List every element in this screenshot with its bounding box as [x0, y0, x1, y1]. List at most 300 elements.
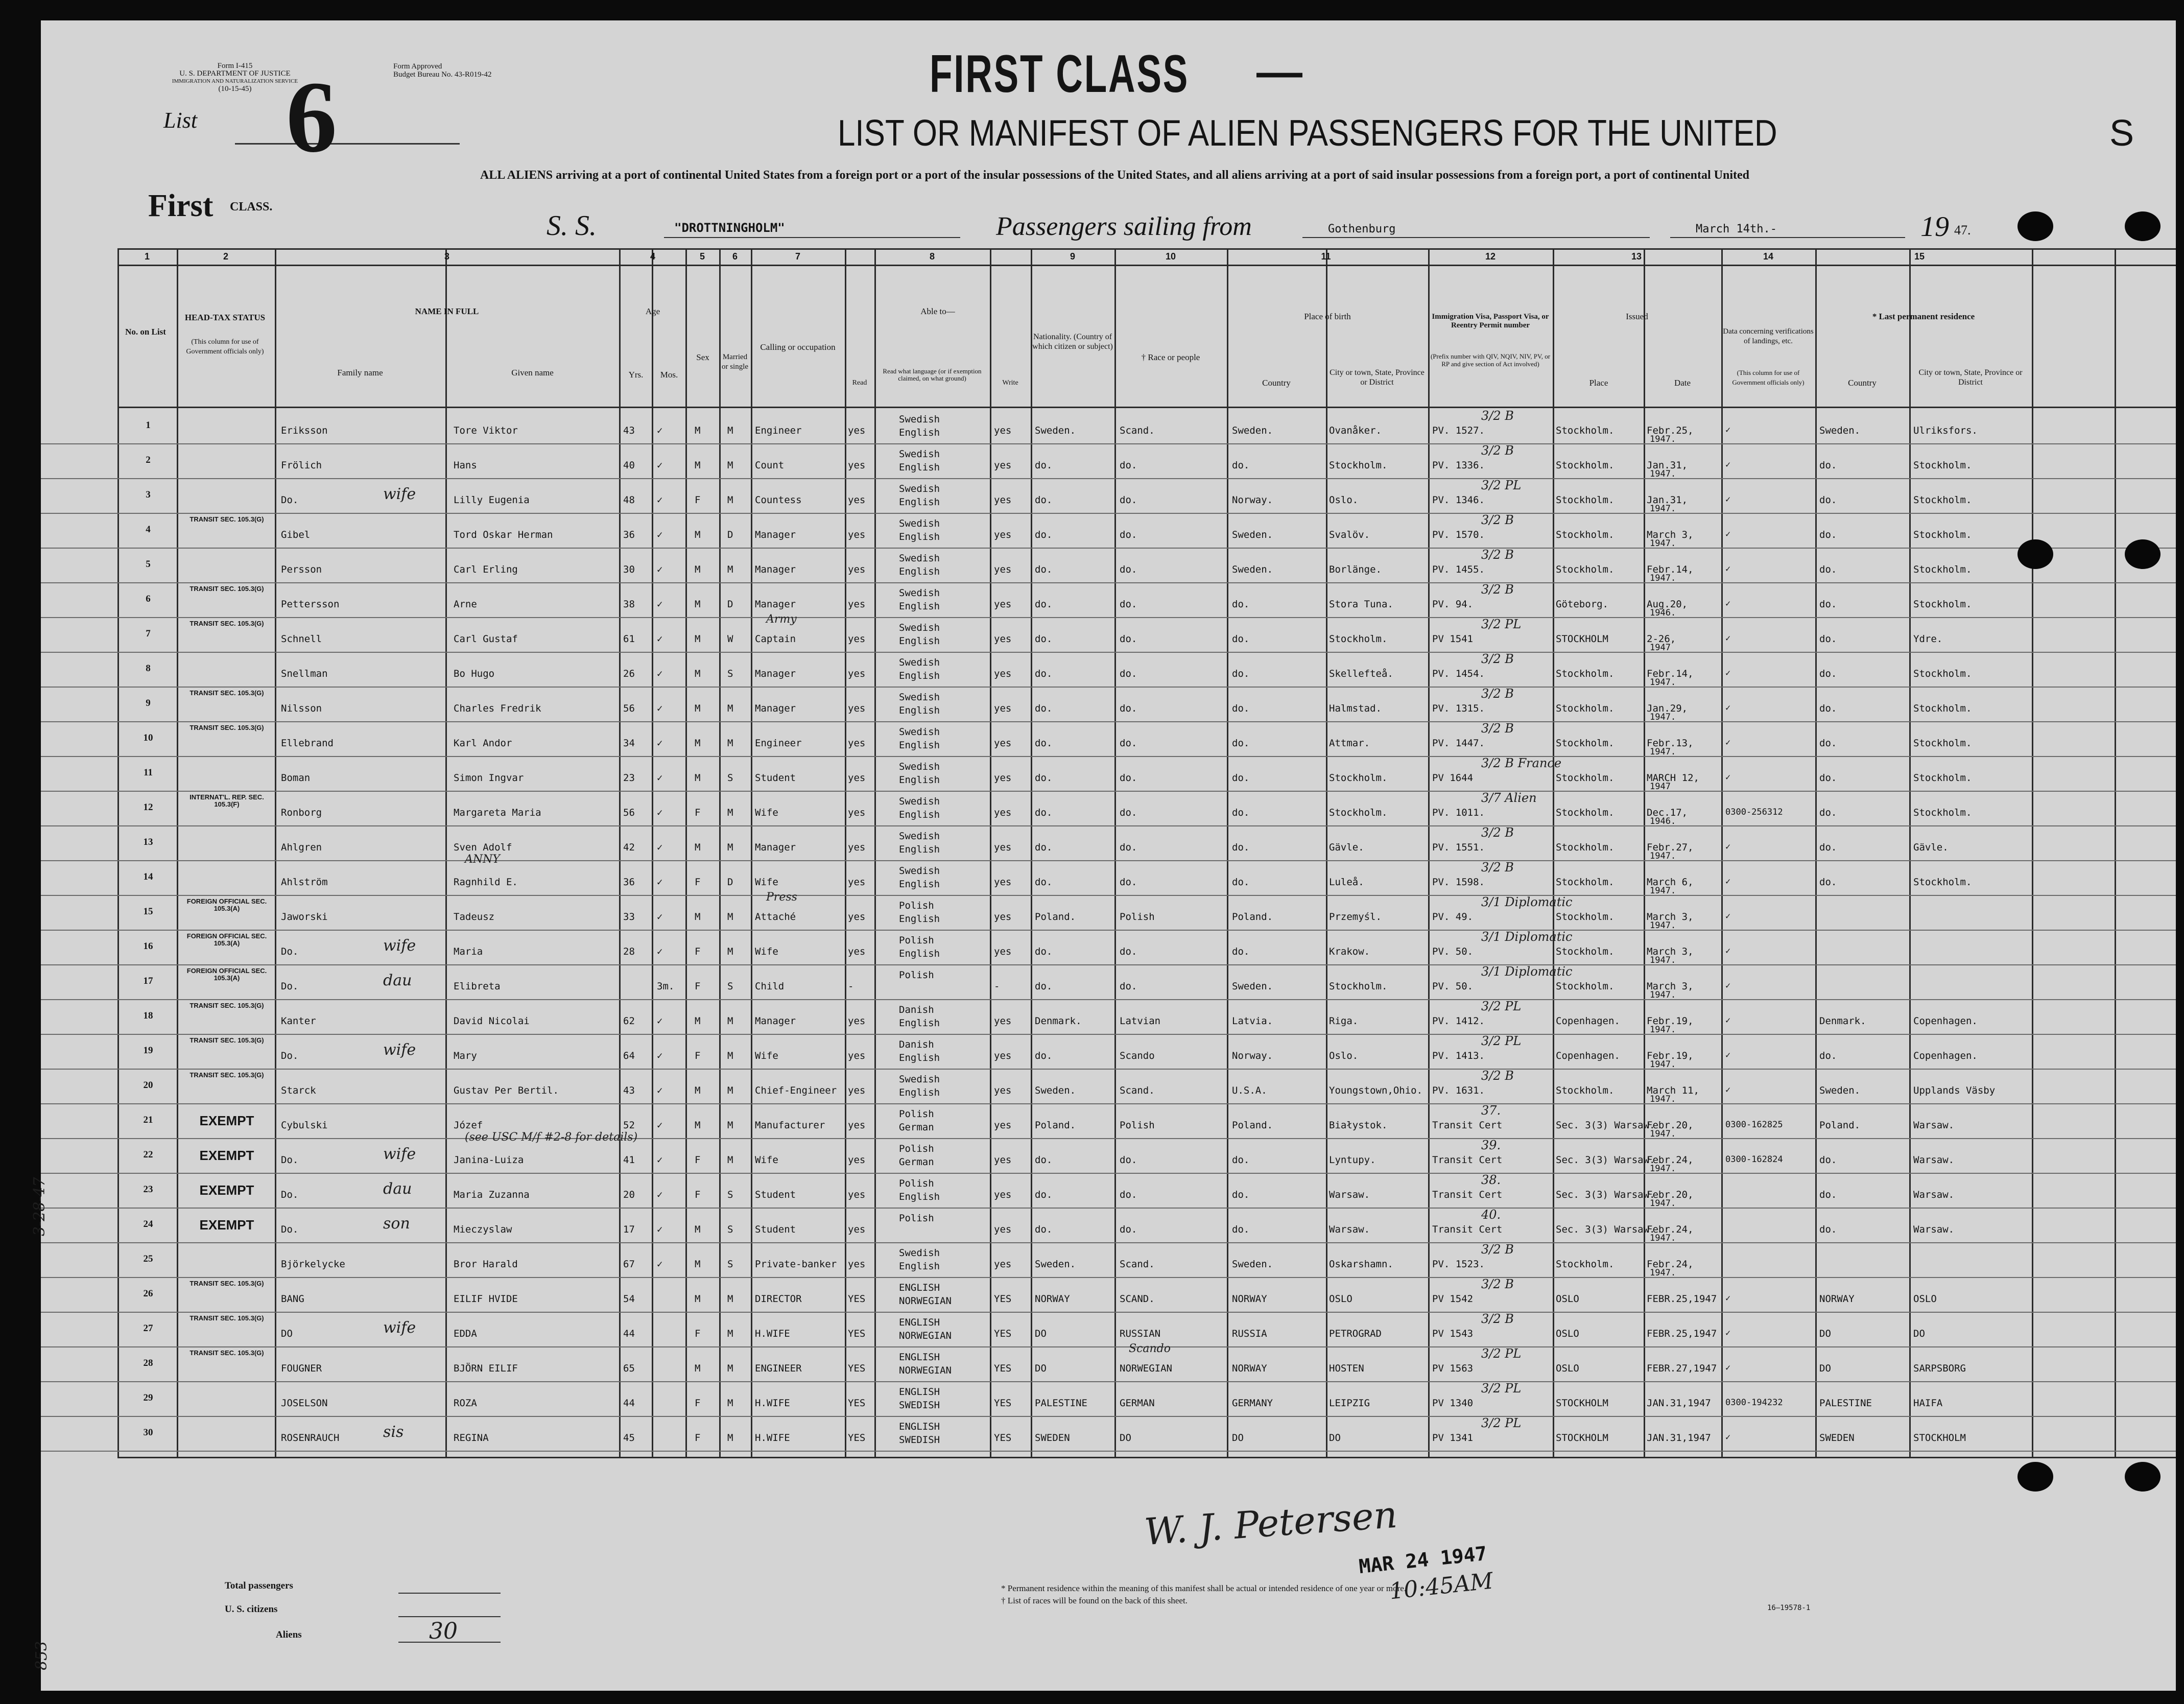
- residence-country: SWEDEN: [1819, 1432, 1855, 1443]
- race: do.: [1120, 633, 1137, 645]
- table-row: [41, 1242, 2176, 1278]
- given-name: Ragnhild E.: [454, 877, 518, 888]
- row-number: 30: [143, 1427, 153, 1438]
- marital-status: M: [727, 425, 733, 436]
- sex: M: [695, 842, 701, 853]
- age-months: ✓: [657, 529, 663, 540]
- age-years: 54: [623, 1293, 635, 1305]
- family-name: Jaworski: [281, 911, 328, 922]
- can-read: yes: [848, 494, 866, 506]
- race: do.: [1120, 877, 1137, 888]
- family-name: Do.: [281, 494, 299, 506]
- age-years: 40: [623, 460, 635, 471]
- birth-country: NORWAY: [1232, 1293, 1267, 1305]
- birth-city: Warsaw.: [1329, 1189, 1370, 1200]
- occupation: Engineer: [755, 738, 802, 749]
- can-write: yes: [994, 703, 1012, 714]
- class-label: First: [148, 188, 213, 223]
- language-2: English: [899, 948, 940, 959]
- hdr-family-name: Family name: [337, 368, 383, 377]
- can-read: yes: [848, 529, 866, 540]
- marital-status: M: [727, 1085, 733, 1096]
- issue-place: Stockholm.: [1556, 1259, 1615, 1270]
- column-number: 11: [1321, 251, 1331, 262]
- residence-city: DO: [1913, 1328, 1925, 1339]
- issue-place: Stockholm.: [1556, 668, 1615, 679]
- column-number: 1: [144, 251, 150, 262]
- language-1: Swedish: [899, 1247, 940, 1259]
- landing-data: ✓: [1725, 494, 1731, 505]
- birth-city: Skellefteå.: [1329, 668, 1393, 679]
- table-row: [41, 853, 2176, 896]
- residence-city: Stockholm.: [1913, 703, 1972, 714]
- column-number: 3: [444, 251, 449, 262]
- issue-place: OSLO: [1556, 1293, 1579, 1305]
- row-number: 3: [146, 489, 151, 500]
- issue-date: FEBR.25,1947: [1647, 1328, 1717, 1339]
- age-years: 62: [623, 1015, 635, 1027]
- hdr-sex: Sex: [696, 352, 709, 362]
- footer-total-label: Total passengers: [225, 1580, 293, 1591]
- visa-number: PV. 1011.: [1432, 807, 1485, 818]
- handwritten-note: (see USC M/f #2-8 for details): [465, 1131, 638, 1144]
- relation-annotation: dau: [383, 1180, 412, 1198]
- issue-year: 1947.: [1650, 1198, 1676, 1209]
- nationality: do.: [1035, 599, 1053, 610]
- issue-year: 1947.: [1650, 1233, 1676, 1243]
- occupation: Wife: [755, 1050, 778, 1061]
- can-read: yes: [848, 1120, 866, 1131]
- race: do.: [1120, 738, 1137, 749]
- form-date: (10-15-45): [218, 85, 252, 93]
- given-name: Maria: [454, 946, 483, 957]
- residence-city: Stockholm.: [1913, 772, 1972, 784]
- visa-annotation: 3/2 B: [1481, 721, 1514, 736]
- column-number: 12: [1485, 251, 1496, 262]
- given-name: Hans: [454, 460, 477, 471]
- language-2: English: [899, 427, 940, 438]
- visa-annotation: 3/2 PL: [1481, 999, 1522, 1013]
- relation-annotation: wife: [383, 1041, 416, 1059]
- marital-status: S: [727, 772, 733, 784]
- hdr-nationality: Nationality. (Country of which citizen or subject): [1032, 333, 1113, 351]
- language-2: NORWEGIAN: [899, 1330, 952, 1341]
- occupation: Count: [755, 460, 785, 471]
- given-name: Józef: [454, 1120, 483, 1131]
- family-name: Eriksson: [281, 425, 328, 436]
- age-months: 3m.: [657, 981, 675, 992]
- age-years: 36: [623, 529, 635, 540]
- hdr-no-on-list: No. on List: [125, 327, 166, 337]
- given-name: Bo Hugo: [454, 668, 495, 679]
- occupation: H.WIFE: [755, 1328, 790, 1339]
- occupation: H.WIFE: [755, 1432, 790, 1443]
- inspector-signature: W. J. Petersen: [1143, 1493, 1399, 1554]
- residence-country: do.: [1819, 599, 1837, 610]
- marital-status: S: [727, 1189, 733, 1200]
- relation-annotation: wife: [383, 1145, 416, 1163]
- birth-country: do.: [1232, 738, 1250, 749]
- residence-city: SARPSBORG: [1913, 1363, 1966, 1374]
- residence-city: Stockholm.: [1913, 668, 1972, 679]
- birth-country: Norway.: [1232, 494, 1273, 506]
- sex: F: [695, 981, 701, 992]
- row-number: 25: [143, 1253, 153, 1264]
- hdr-place-of-birth: Place of birth: [1304, 312, 1351, 321]
- issue-year: 1947.: [1650, 469, 1676, 479]
- hdr-able-to: Able to—: [920, 306, 955, 316]
- marital-status: D: [727, 599, 733, 610]
- ship-underline: [664, 237, 960, 238]
- column-number: 10: [1165, 251, 1176, 262]
- age-months: ✓: [657, 1224, 663, 1235]
- age-years: 56: [623, 807, 635, 818]
- head-tax-stamp: EXEMPT: [199, 1182, 254, 1198]
- visa-annotation: 38.: [1481, 1173, 1501, 1187]
- visa-annotation: 3/2 B: [1481, 1277, 1514, 1291]
- residence-country: do.: [1819, 1189, 1837, 1200]
- sex: F: [695, 1432, 701, 1443]
- language-2: German: [899, 1122, 934, 1133]
- can-read: yes: [848, 807, 866, 818]
- landing-data: ✓: [1725, 599, 1731, 609]
- birth-city: OSLO: [1329, 1293, 1352, 1305]
- head-tax-stamp: TRANSIT SEC. 105.3(G): [189, 1280, 264, 1287]
- language-2: English: [899, 462, 940, 473]
- family-name: Do.: [281, 1050, 299, 1061]
- sex: F: [695, 1398, 701, 1409]
- sex: F: [695, 946, 701, 957]
- sex: M: [695, 911, 701, 922]
- residence-city: Ydre.: [1913, 633, 1943, 645]
- row-number: 29: [143, 1392, 153, 1403]
- year-prefix: 19: [1920, 211, 1949, 243]
- family-name: Ahlström: [281, 877, 328, 888]
- visa-annotation: 37.: [1481, 1103, 1501, 1118]
- column-number: 14: [1763, 251, 1774, 262]
- language-1: ENGLISH: [899, 1352, 940, 1363]
- landing-data: ✓: [1725, 425, 1731, 435]
- given-name: Tord Oskar Herman: [454, 529, 553, 540]
- footer-line: [398, 1616, 501, 1617]
- issue-place: Göteborg.: [1556, 599, 1608, 610]
- header-bottom-rule: [117, 407, 2176, 408]
- can-read: yes: [848, 460, 866, 471]
- visa-number: PV. 50.: [1432, 946, 1474, 957]
- birth-city: Lyntupy.: [1329, 1154, 1376, 1166]
- residence-country: do.: [1819, 1050, 1837, 1061]
- visa-annotation: 3/1 Diplomatic: [1481, 930, 1573, 944]
- occupation: ENGINEER: [755, 1363, 802, 1374]
- age-months: ✓: [657, 738, 663, 749]
- issue-year: 1947.: [1650, 712, 1676, 722]
- language-1: Swedish: [899, 553, 940, 564]
- landing-data: ✓: [1725, 564, 1731, 574]
- hdr-head-tax-note: (This column for use of Government officials only): [186, 338, 264, 356]
- residence-country: DO: [1819, 1363, 1831, 1374]
- can-write: YES: [994, 1293, 1012, 1305]
- issue-date: 2-26,: [1647, 633, 1676, 645]
- nationality: DO: [1035, 1328, 1047, 1339]
- sex: M: [695, 1085, 701, 1096]
- visa-number: PV. 1523.: [1432, 1259, 1485, 1270]
- visa-number: PV. 1570.: [1432, 529, 1485, 540]
- visa-number: PV. 1413.: [1432, 1050, 1485, 1061]
- landing-data: ✓: [1725, 738, 1731, 748]
- occupation: Captain: [755, 633, 796, 645]
- sex: M: [695, 1224, 701, 1235]
- marital-status: M: [727, 1328, 733, 1339]
- residence-country: Poland.: [1819, 1120, 1861, 1131]
- given-name: Tadeusz: [454, 911, 495, 922]
- row-number: 28: [143, 1358, 153, 1368]
- age-years: 23: [623, 772, 635, 784]
- age-months: ✓: [657, 911, 663, 922]
- head-tax-stamp: INTERNAT'L. REP. SEC. 105.3(F): [189, 793, 264, 808]
- row-number: 26: [143, 1288, 153, 1299]
- race: do.: [1120, 842, 1137, 853]
- residence-country: do.: [1819, 668, 1837, 679]
- birth-country: Sweden.: [1232, 981, 1273, 992]
- visa-annotation: 3/2 B: [1481, 825, 1514, 840]
- head-tax-stamp: TRANSIT SEC. 105.3(G): [189, 1314, 264, 1322]
- issue-year: 1947.: [1650, 1129, 1676, 1139]
- can-read: YES: [848, 1398, 866, 1409]
- family-name: Do.: [281, 946, 299, 957]
- given-name: Mary: [454, 1050, 477, 1061]
- binder-hole: [2017, 211, 2053, 241]
- residence-city: Stockholm.: [1913, 877, 1972, 888]
- nationality: do.: [1035, 946, 1053, 957]
- relation-annotation: wife: [383, 937, 416, 955]
- issue-date: MARCH 12,: [1647, 772, 1699, 784]
- given-name: Sven Adolf: [454, 842, 512, 853]
- nationality: Sweden.: [1035, 1085, 1076, 1096]
- birth-city: Riga.: [1329, 1015, 1359, 1027]
- relation-annotation: sis: [383, 1423, 404, 1441]
- race: do.: [1120, 599, 1137, 610]
- landing-data: ✓: [1725, 1363, 1731, 1373]
- visa-number: PV. 49.: [1432, 911, 1474, 922]
- issue-place: Sec. 3(3) Warsaw.: [1556, 1120, 1655, 1131]
- age-months: ✓: [657, 1015, 663, 1027]
- row-number: 1: [146, 420, 151, 431]
- marital-status: M: [727, 1398, 733, 1409]
- footer-aliens-label: Aliens: [276, 1629, 302, 1640]
- race: do.: [1120, 529, 1137, 540]
- column-number: 7: [795, 251, 800, 262]
- age-years: 33: [623, 911, 635, 922]
- language-1: Polish: [899, 1178, 934, 1189]
- occupation: Student: [755, 1224, 796, 1235]
- issue-place: Stockholm.: [1556, 494, 1615, 506]
- column-number: 2: [223, 251, 228, 262]
- birth-country: Sweden.: [1232, 1259, 1273, 1270]
- row-number: 13: [143, 837, 153, 847]
- binder-hole: [2125, 211, 2161, 241]
- hdr-given-name: Given name: [511, 368, 554, 377]
- landing-data: ✓: [1725, 772, 1731, 783]
- can-read: yes: [848, 1050, 866, 1061]
- residence-city: Warsaw.: [1913, 1224, 1955, 1235]
- visa-annotation: 3/2 B: [1481, 548, 1514, 562]
- nationality: PALESTINE: [1035, 1398, 1087, 1409]
- column-number: 15: [1914, 251, 1925, 262]
- marital-status: S: [727, 1259, 733, 1270]
- stamp-dash: —: [1256, 46, 1302, 98]
- marital-status: D: [727, 877, 733, 888]
- row-number: 14: [143, 871, 153, 882]
- residence-country: Denmark.: [1819, 1015, 1866, 1027]
- age-months: ✓: [657, 1154, 663, 1166]
- can-write: YES: [994, 1398, 1012, 1409]
- nationality: NORWAY: [1035, 1293, 1070, 1305]
- language-2: English: [899, 531, 940, 542]
- birth-country: do.: [1232, 633, 1250, 645]
- marital-status: M: [727, 738, 733, 749]
- family-name: Schnell: [281, 633, 322, 645]
- row-number: 23: [143, 1184, 153, 1195]
- row-number: 11: [144, 767, 153, 778]
- can-write: yes: [994, 1085, 1012, 1096]
- occupation: H.WIFE: [755, 1398, 790, 1409]
- age-months: ✓: [657, 494, 663, 506]
- landing-data: ✓: [1725, 877, 1731, 887]
- issue-date: March 3,: [1647, 946, 1694, 957]
- visa-annotation: 3/2 PL: [1481, 478, 1522, 492]
- given-name: Lilly Eugenia: [454, 494, 530, 506]
- hdr-birth-city: City or town, State, Province or District: [1330, 368, 1425, 387]
- race: do.: [1120, 703, 1137, 714]
- visa-annotation: 3/2 B: [1481, 860, 1514, 874]
- issue-place: STOCKHOLM: [1556, 1398, 1608, 1409]
- age-months: ✓: [657, 460, 663, 471]
- visa-number: PV. 1527.: [1432, 425, 1485, 436]
- visa-number: PV 1644: [1432, 772, 1474, 784]
- head-tax-stamp: FOREIGN OFFICIAL SEC. 105.3(A): [186, 967, 267, 982]
- birth-country: do.: [1232, 842, 1250, 853]
- visa-number: PV. 1412.: [1432, 1015, 1485, 1027]
- residence-country: Sweden.: [1819, 425, 1861, 436]
- family-name: Kanter: [281, 1015, 316, 1027]
- issue-date: March 3,: [1647, 981, 1694, 992]
- birth-country: do.: [1232, 772, 1250, 784]
- age-months: ✓: [657, 1050, 663, 1061]
- table-row: [41, 1034, 2176, 1070]
- birth-country: Latvia.: [1232, 1015, 1273, 1027]
- can-write: yes: [994, 772, 1012, 784]
- departure-port: Gothenburg: [1328, 223, 1396, 235]
- nationality: do.: [1035, 529, 1053, 540]
- issue-date: Febr.27,: [1647, 842, 1694, 853]
- table-row: [41, 1173, 2176, 1209]
- landing-data: ✓: [1725, 1050, 1731, 1060]
- can-write: yes: [994, 1120, 1012, 1131]
- birth-country: Sweden.: [1232, 529, 1273, 540]
- issue-place: Stockholm.: [1556, 1085, 1615, 1096]
- can-write: yes: [994, 1189, 1012, 1200]
- age-months: ✓: [657, 1189, 663, 1200]
- issue-year: 1947.: [1650, 955, 1676, 965]
- family-name: Björkelycke: [281, 1259, 345, 1270]
- residence-city: Stockholm.: [1913, 807, 1972, 818]
- given-name: Margareta Maria: [454, 807, 541, 818]
- can-read: yes: [848, 911, 866, 922]
- age-years: 38: [623, 599, 635, 610]
- handwritten-note: Army: [766, 613, 797, 626]
- nationality: do.: [1035, 668, 1053, 679]
- occupation: Manager: [755, 564, 796, 575]
- language-2: English: [899, 740, 940, 751]
- sex: F: [695, 1050, 701, 1061]
- nationality: Sweden.: [1035, 425, 1076, 436]
- issue-date: Febr.25,: [1647, 425, 1694, 436]
- language-1: Swedish: [899, 1074, 940, 1085]
- hdr-read-language: Read what language (or if exemption claimed, on what ground): [883, 367, 982, 382]
- residence-city: STOCKHOLM: [1913, 1432, 1966, 1443]
- occupation: Manager: [755, 599, 796, 610]
- hdr-issued-date: Date: [1674, 378, 1691, 388]
- can-read: yes: [848, 599, 866, 610]
- visa-annotation: 3/2 B France: [1481, 756, 1562, 770]
- can-read: YES: [848, 1293, 866, 1305]
- can-write: yes: [994, 668, 1012, 679]
- visa-annotation: 3/2 B: [1481, 409, 1514, 423]
- residence-city: Copenhagen.: [1913, 1050, 1978, 1061]
- can-write: yes: [994, 1015, 1012, 1027]
- visa-number: Transit Cert: [1432, 1224, 1503, 1235]
- family-name: Do.: [281, 1189, 299, 1200]
- nationality: Poland.: [1035, 1120, 1076, 1131]
- hdr-read: Read: [852, 379, 867, 387]
- visa-annotation: 3/2 B: [1481, 513, 1514, 527]
- birth-city: Przemyśl.: [1329, 911, 1382, 922]
- language-2: English: [899, 1052, 940, 1063]
- colnum-rule: [117, 265, 2176, 266]
- residence-city: OSLO: [1913, 1293, 1937, 1305]
- table-row: [41, 1416, 2176, 1452]
- age-years: 34: [623, 738, 635, 749]
- head-tax-stamp: FOREIGN OFFICIAL SEC. 105.3(A): [186, 932, 267, 947]
- residence-city: Copenhagen.: [1913, 1015, 1978, 1027]
- age-years: 65: [623, 1363, 635, 1374]
- birth-country: do.: [1232, 807, 1250, 818]
- nationality: do.: [1035, 703, 1053, 714]
- issue-place: Sec. 3(3) Warsaw.: [1556, 1154, 1655, 1166]
- row-number: 24: [143, 1219, 153, 1229]
- marital-status: M: [727, 1293, 733, 1305]
- visa-annotation: 40.: [1481, 1208, 1501, 1222]
- age-years: 43: [623, 1085, 635, 1096]
- landing-data: ✓: [1725, 911, 1731, 921]
- marital-status: M: [727, 564, 733, 575]
- issue-place: Sec. 3(3) Warsaw.: [1556, 1189, 1655, 1200]
- family-name: ROSENRAUCH: [281, 1432, 340, 1443]
- language-2: English: [899, 774, 940, 786]
- landing-data: ✓: [1725, 842, 1731, 852]
- can-write: YES: [994, 1363, 1012, 1374]
- hdr-issued: Issued: [1626, 312, 1648, 321]
- age-months: ✓: [657, 425, 663, 436]
- visa-annotation: 3/2 B: [1481, 1069, 1514, 1083]
- occupation: Manager: [755, 842, 796, 853]
- birth-city: Stockholm.: [1329, 981, 1388, 992]
- issue-year: 1947.: [1650, 1025, 1676, 1035]
- family-name: Ronborg: [281, 807, 322, 818]
- birth-city: Oslo.: [1329, 1050, 1359, 1061]
- table-row: [41, 687, 2176, 722]
- visa-number: Transit Cert: [1432, 1120, 1503, 1131]
